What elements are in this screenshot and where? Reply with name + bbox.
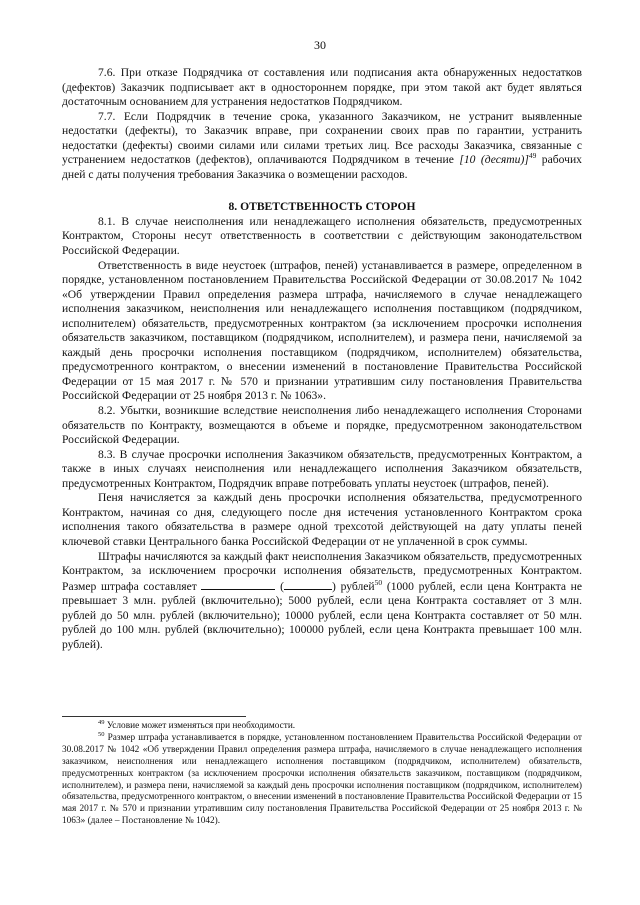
- section-8-heading: 8. ОТВЕТСТВЕННОСТЬ СТОРОН: [228, 200, 416, 214]
- footnote-49-number: 49: [98, 719, 105, 726]
- page-number: 30: [314, 38, 326, 52]
- footnote-50-text: Размер штрафа устанавливается в порядке, установленном постановлением Правительства Российской Федерации от 30.08.2017 № 1042 «Об утверждении Правил определения размера штрафа, начисляемого в случае ненадлежащего исполнения заказчиком, неисполнения или ненадлежащего исполнения поставщиком (подрядчиком, исполнителем) обязательств, предусмотренных контрактом (за исключением просрочки исполнения обязательств заказчиком, поставщиком (подрядчиком, исполнителем), и размера пени, начисляемой за каждый день просрочки исполнения поставщиком (подрядчиком, исполнителем) обязательства, предусмотренного контрактом, о внесении изменений в постановление Правительства Российской Федерации от 15 мая 2017 г. № 570 и признании утратившим силу постановления Правительства Российской Федерации от 25 ноября 2013 г. № 1063» (далее – Постановление № 1042).: [62, 732, 582, 827]
- fine-paragraph: [62, 550, 582, 653]
- fine-text-paren: (: [275, 579, 285, 593]
- clause-7-7-text: 7.7. Если Подрядчик в течение срока, указанного Заказчиком, не устранит выявленные недостатки (дефекты), то Заказчик вправе, при сохранении своих прав по гарантии, устранить недостатки (дефекты) своими силами или силами третьих лиц. Все расходы Заказчика, связанные с устранением недостатков (дефектов), оплачиваются Подрядчиком в течение: [62, 109, 582, 167]
- footnote-49-text: Условие может изменяться при необходимости.: [104, 721, 296, 731]
- footnote-50-number: 50: [98, 730, 105, 738]
- clause-8-2: 8.2. Убытки, возникшие вследствие неисполнения либо ненадлежащего исполнения Сторонами обязательств по Контракту, возмещаются в объеме и порядке, предусмотренном законодательством Российской Федерации.: [62, 404, 582, 447]
- footnote-ref-50[interactable]: 50: [374, 577, 383, 587]
- footnote-50: [62, 730, 582, 828]
- clause-7-7: [62, 110, 582, 183]
- clause-7-7-tail: рабочих дней с даты получения требования Заказчика о возмещении расходов.: [62, 153, 582, 181]
- fine-amount-blank: [201, 579, 275, 590]
- clause-7-7-term: [10 (десяти)]: [459, 153, 529, 167]
- penalty-paragraph: Пеня начисляется за каждый день просрочки исполнения обязательства, предусмотренного Контрактом, начиная со дня, следующего после дня истечения установленного Контрактом срока исполнения такого обязательства в размере одной трехсотой действующей на дату уплаты пеней ключевой ставки Центрального банка Российской Федерации от не уплаченной в срок суммы.: [62, 491, 582, 548]
- clause-8-3: 8.3. В случае просрочки исполнения Заказчиком обязательств, предусмотренных Контрактом, а также в иных случаях неисполнения или ненадлежащего исполнения Заказчиком обязательств, предусмотренных Контрактом, Подрядчик вправе потребовать уплаты неустоек (штрафов, пеней).: [62, 447, 582, 490]
- footnotes: [62, 721, 582, 828]
- clause-7-6: 7.6. При отказе Подрядчика от составления или подписания акта обнаруженных недостатков (дефектов) Заказчик подписывает акт в одностороннем порядке, при этом такой акт будет являться достаточным основанием для устранения недостатков Подрядчиком.: [62, 66, 582, 109]
- clause-8-1: 8.1. В случае неисполнения или ненадлежащего исполнения обязательств, предусмотренных Контрактом, Стороны несут ответственность в соответствии с действующим законодательством Российской Федерации.: [62, 214, 582, 258]
- footnote-49: [62, 721, 582, 733]
- liability-paragraph: Ответственность в виде неустоек (штрафов, пеней) устанавливается в размере, определенном в порядке, установленном постановлением Правительства Российской Федерации от 30.08.2017 № 1042 «Об утверждении Правил определения размера штрафа, начисляемого в случае ненадлежащего исполнения заказчиком, неисполнения или ненадлежащего исполнения поставщиком (подрядчиком, исполнителем) обязательств, предусмотренных контрактом (за исключением просрочки исполнения обязательств заказчиком, поставщиком (подрядчиком, исполнителем), и размера пени, начисляемой за каждый день просрочки исполнения поставщиком (подрядчиком, исполнителем) обязательства, предусмотренного контрактом, о внесении изменений в постановление Правительства Российской Федерации от 15 мая 2017 г. № 570 и признании утратившим силу постановления Правительства Российской Федерации от 25 ноября 2013 г. № 1063».: [62, 258, 582, 403]
- document-body: [62, 66, 582, 652]
- fine-text-rubles: ) рублей: [332, 579, 375, 593]
- fine-amount-words-blank: [284, 579, 332, 590]
- fine-text-start: Штрафы начисляются за каждый факт неисполнения Заказчиком обязательств, предусмотренных Контрактом, за исключением просрочки исполнения обязательств, предусмотренных Контрактом. Размер штрафа составляет: [62, 549, 582, 593]
- fine-text-end: (1000 рублей, если цена Контракта не превышает 3 млн. рублей (включительно); 5000 рублей, если цена Контракта составляет от 3 млн. рублей до 50 млн. рублей (включительно); 10000 рублей, если цена Контракта составляет от 50 млн. рублей до 100 млн. рублей (включительно); 100000 рублей, если цена Контракта превышает 100 млн. рублей).: [62, 579, 583, 651]
- footnote-ref-49[interactable]: 49: [528, 151, 537, 161]
- footnote-separator: [62, 716, 246, 717]
